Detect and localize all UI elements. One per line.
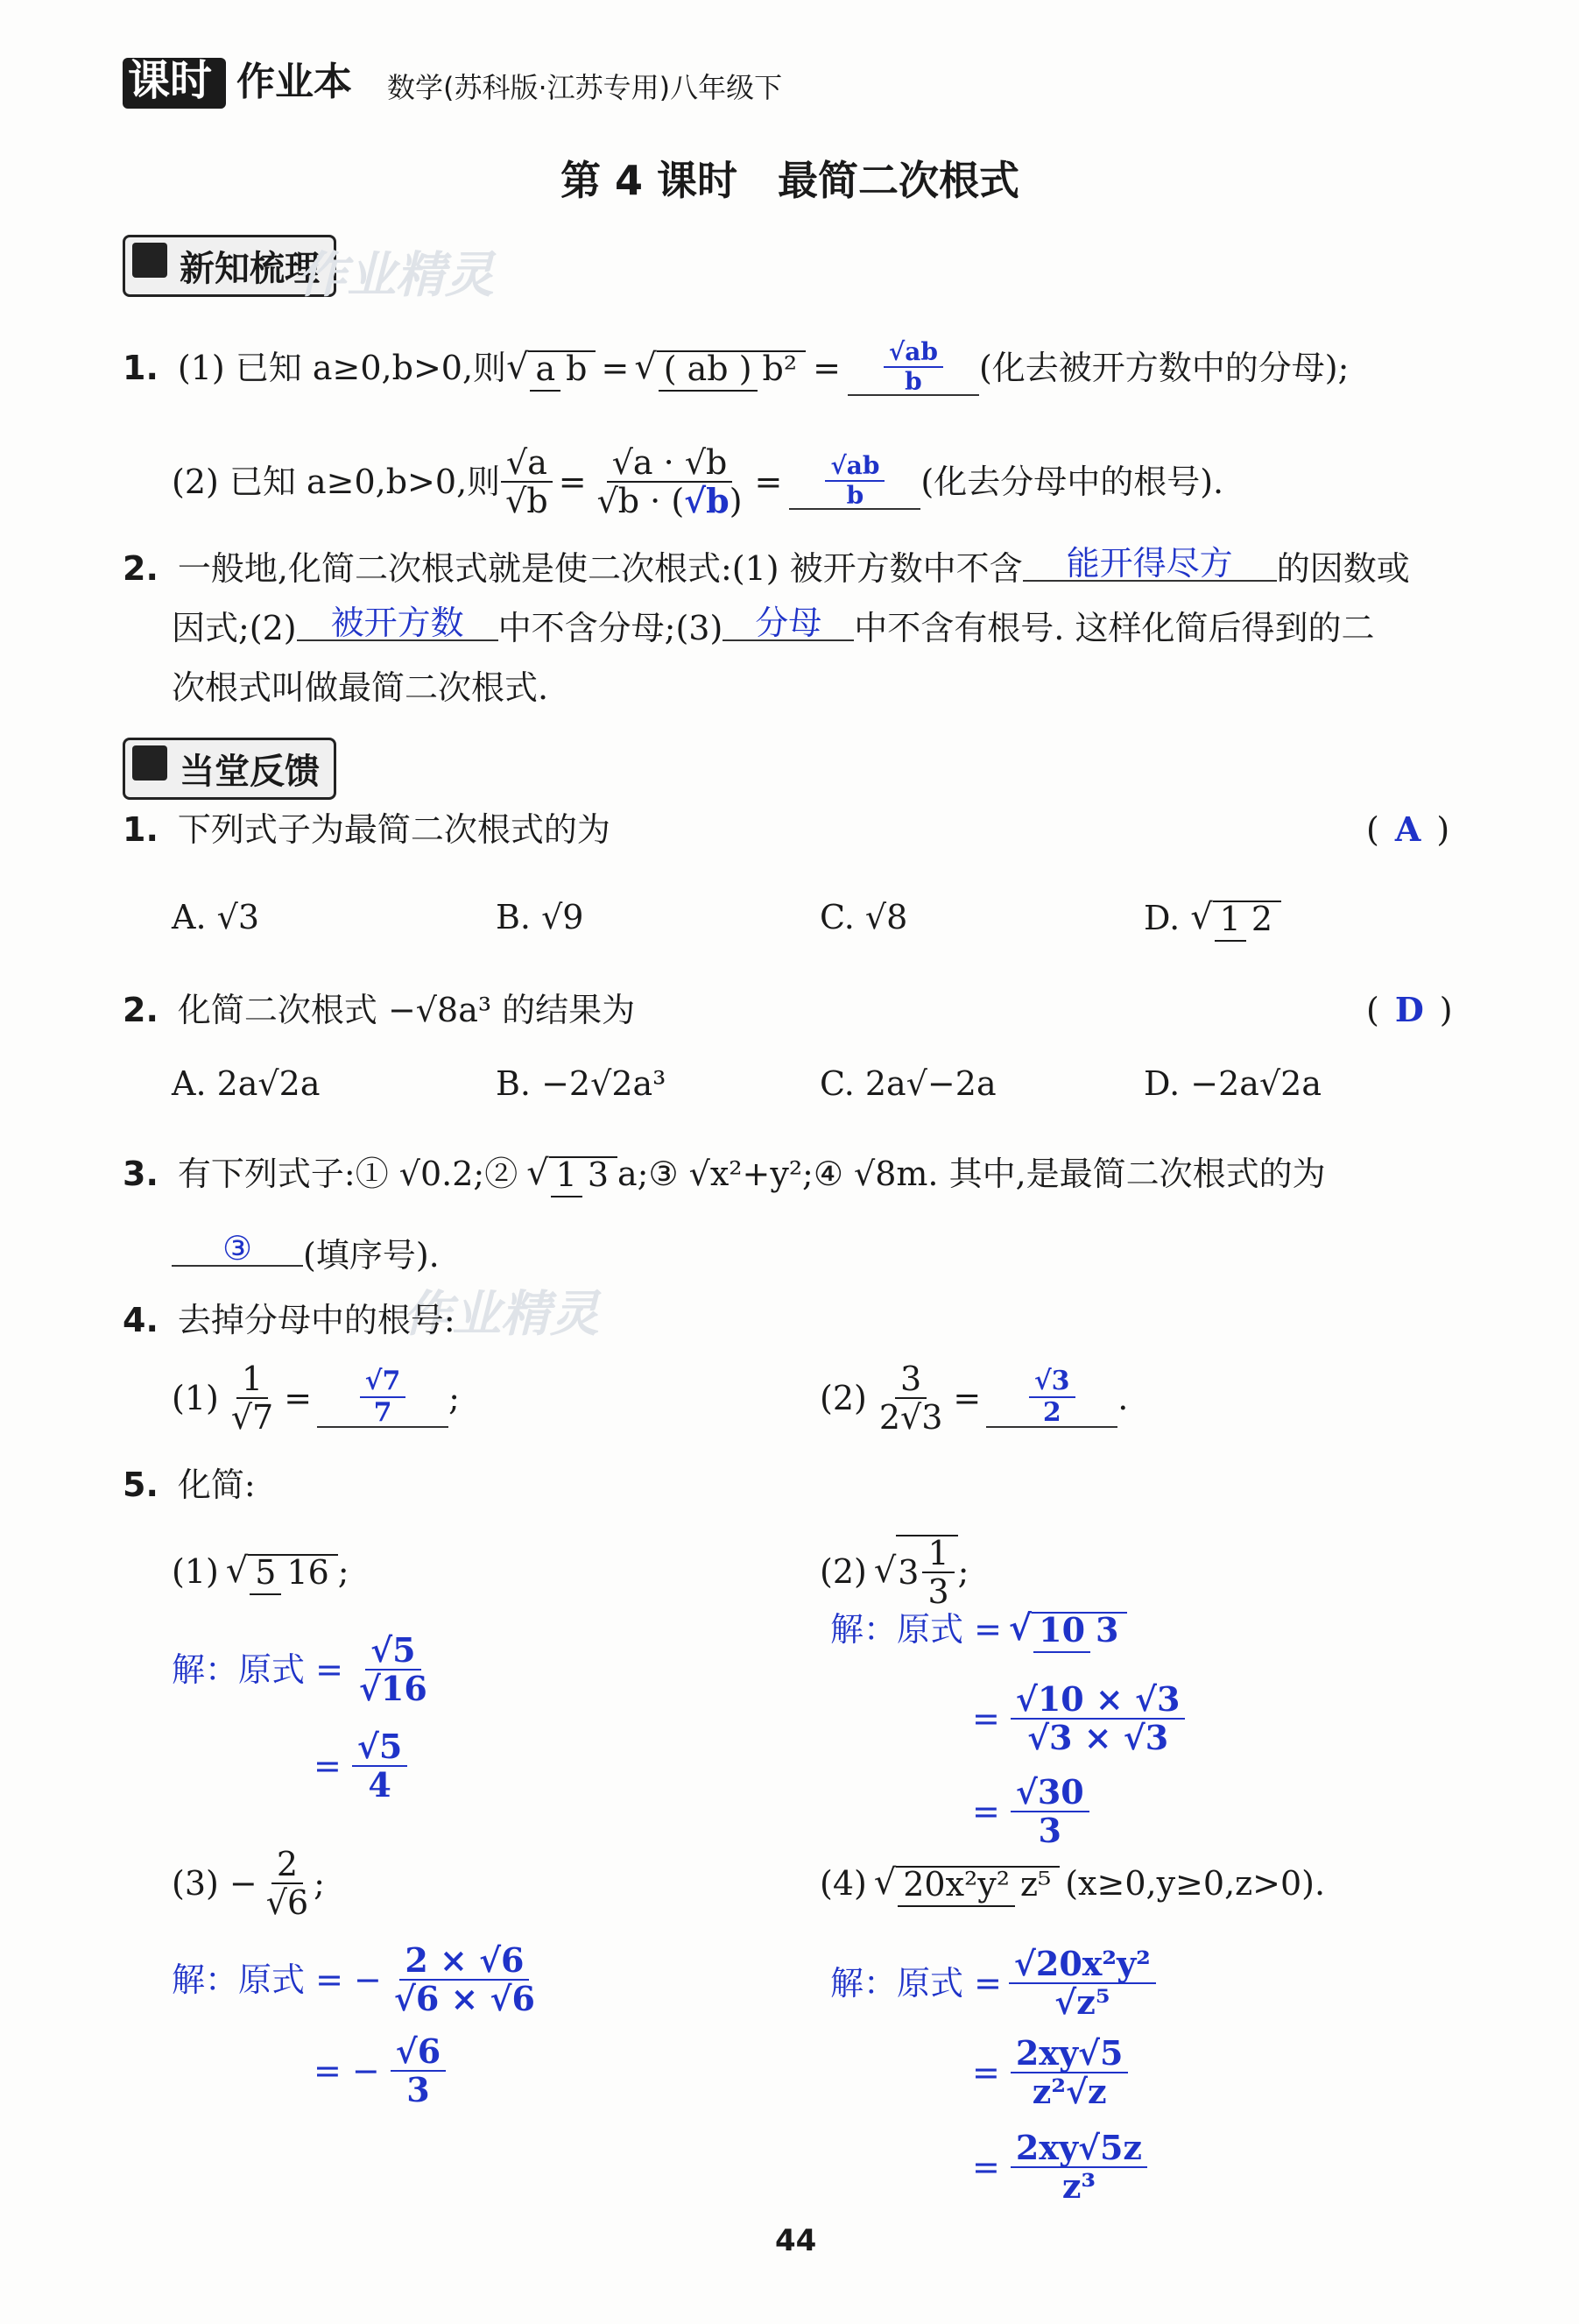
f-q1-option-a: A. √3	[172, 898, 259, 936]
f-q3: 3. 有下列式子:① √0.2;② √ 1 3 a;③ √x²+y²;④ √8m. 其中,是最简二次根式的为	[123, 1130, 1326, 1218]
pencil-icon	[132, 745, 167, 781]
f-q5-p2-solution: 解：原式 = √ 10 3	[830, 1586, 1127, 1673]
f-q3-fill: ③	[172, 1232, 303, 1267]
book-icon	[132, 243, 167, 278]
f-q5-p3-step2: = − $\frac{√6}{3}$	[314, 2027, 446, 2115]
k-q2-fill3: 分母	[723, 606, 854, 641]
k-q2-fill1: 能开得尽方	[1023, 547, 1277, 582]
f-q5-p2-step2: = $\frac{√10 \times √3}{√3 \times √3}$	[972, 1675, 1185, 1762]
k-q2-line1: 2. 一般地,化简二次根式就是使二次根式:(1) 被开方数中不含 能开得尽方 的因数或	[123, 544, 1410, 588]
f-q5-p2-step3: = $\frac{√30}{3}$	[972, 1768, 1089, 1855]
f-q5-p4-step3: = $\frac{2xy√5z}{\text{z³}}$	[972, 2123, 1147, 2211]
k-q1-1: 1. (1) 已知 a≥0,b>0,则 √ a b = √ ( ab ) b² = $\frac{√ab}{b}$ (化去被开方数中的分母);	[123, 337, 1350, 396]
lesson-title: 第 4 课时 最简二次根式	[560, 157, 1020, 204]
brand-name: 作业本	[236, 60, 352, 104]
subject-line: 数学(苏科版·江苏专用)八年级下	[387, 71, 783, 104]
f-q2-answer: ( D )	[1366, 990, 1453, 1029]
f-q1-option-c: C. √8	[820, 898, 908, 936]
f-q4-part2: (2) $\frac{3}{2√3}$ = $\frac{√3}{2}$ .	[820, 1360, 1129, 1437]
f-q5-p1: (1) √ 5 16 ;	[172, 1528, 349, 1615]
f-q5-p1-step2: = $\frac{√5}{4}$	[314, 1722, 407, 1810]
f-q2-option-a: A. 2a√2a	[172, 1064, 321, 1103]
f-q2-option-d: D. −2a√2a	[1144, 1064, 1322, 1103]
watermark-2: 作业精灵	[403, 1286, 599, 1343]
k-q1-2-mid: $\frac{√a \cdot √b}{√b \cdot (√b)}$	[596, 443, 743, 520]
header	[123, 54, 1489, 116]
section-new-knowledge: 新知梳理	[123, 235, 336, 297]
k-q1-2-frac: $\frac{√a}{√b}$	[500, 446, 553, 518]
k-q1-2-answer: $\frac{√ab}{b}$	[789, 454, 920, 510]
f-q5-p4-solution: 解：原式 = $\frac{\text{√20x²y²}}{\text{√z⁵}}$	[830, 1939, 1156, 2027]
section-feedback: 当堂反馈	[123, 738, 336, 800]
f-q2: 2. 化简二次根式 −√8a³ 的结果为	[123, 991, 636, 1029]
f-q2-option-b: B. −2√2a³	[496, 1064, 666, 1103]
k-q1-1-mid: ( ab ) b²	[657, 350, 806, 385]
f-q2-option-c: C. 2a√−2a	[820, 1064, 997, 1103]
k-q2-line2: 因式;(2) 被开方数 中不含分母;(3) 分母 中不含有根号. 这样化简后得到的二	[172, 604, 1375, 647]
k-q1-1-frac: a b	[528, 350, 596, 385]
f-q1-option-d: D. √ 1 2	[1144, 876, 1281, 960]
f-q5-p4: (4) √ 20x²y² z⁵ (x≥0,y≥0,z>0).	[820, 1840, 1325, 1927]
k-q2-line3: 次根式叫做最简二次根式.	[172, 668, 549, 707]
logo-text: 课时	[128, 56, 213, 105]
f-q5-p4-step2: = $\frac{2xy√5}{\text{z²√z}}$	[972, 2029, 1128, 2116]
f-q5-p3: (3) − $\frac{2}{√6}$ ;	[172, 1845, 325, 1922]
f-q3-line2: ③ (填序号).	[172, 1239, 440, 1274]
k-q1-2-fill: √b	[684, 481, 730, 520]
f-q5-p2: (2) √ 3 $\frac{1}{3}$ ;	[820, 1534, 969, 1611]
watermark: 作业精灵	[298, 247, 494, 304]
f-q5: 5. 化简:	[123, 1466, 256, 1504]
f-q4-part1: (1) $\frac{1}{√7}$ = $\frac{√7}{7}$ ;	[172, 1360, 460, 1437]
k-q2-fill2: 被开方数	[297, 606, 498, 641]
f-q1-option-b: B. √9	[496, 898, 584, 936]
f-q4: 4. 去掉分母中的根号:	[123, 1301, 455, 1339]
f-q1-answer: ( A )	[1366, 809, 1450, 849]
k-q1-2: (2) 已知 a≥0,b>0,则 $\frac{√a}{√b}$ = $\frac{√a \cdot √b}{√b \cdot (√b)}$ = $\frac{√ab}{b}$ (化去分母中的根号).	[172, 443, 1224, 520]
k-q1-1-answer: $\frac{√ab}{b}$	[848, 340, 979, 396]
f-q1: 1. 下列式子为最简二次根式的为	[123, 810, 610, 849]
f-q5-p1-solution: 解：原式 = $\frac{√5}{√16}$	[172, 1630, 427, 1708]
f-q5-p3-solution: 解：原式 = − $\frac{2 \times √6}{√6 \times √6}$	[172, 1940, 535, 2018]
page-number: 44	[775, 2223, 817, 2258]
